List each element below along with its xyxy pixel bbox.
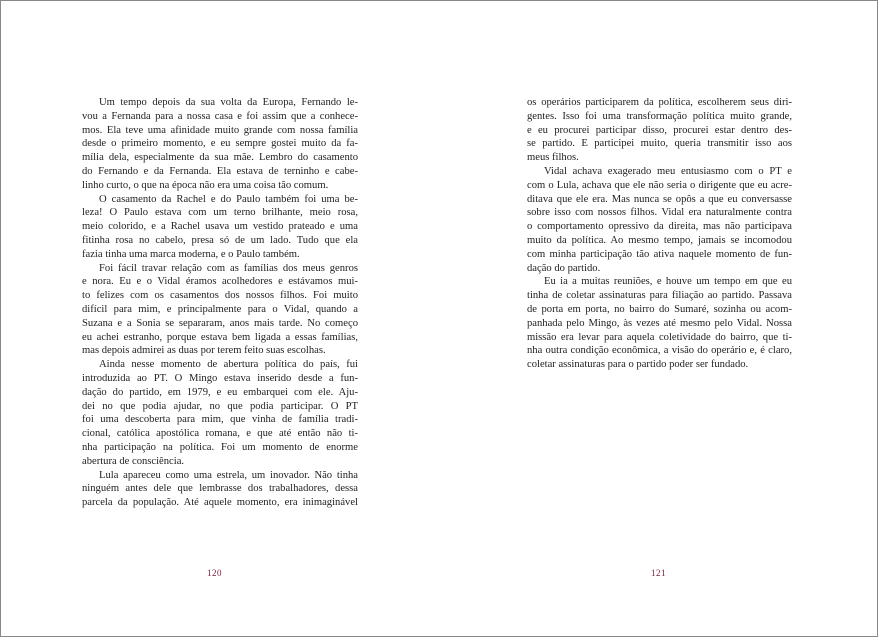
text-line: mas depois admirei as duas por terem feito suas escolhas. [82,345,326,357]
text-line: Um tempo depois da sua volta da Europa, Fernando le- [99,97,358,108]
text-line: introduzida ao PT. O Mingo estava inserido desde a fun- [82,372,358,384]
paragraph [527,96,792,165]
paragraph [527,165,792,275]
text-line: fitinha rosa no cabelo, presa só de um lado. Tudo que ela [82,234,358,246]
text-line: os operários participarem da política, escolherem seus diri- [527,97,792,108]
text-line: leza! O Paulo estava com um terno brilhante, meio rosa, [82,207,358,219]
text-line: ditava que ele era. Mas nunca se opôs a que eu conversasse [527,193,792,205]
text-line: cional, católica apostólica romana, e que até então não ti- [82,428,358,440]
text-line: mília dela, especialmente da sua mãe. Lembro do casamento [82,152,358,164]
text-line: to felizes com os casamentos dos nossos filhos. Foi muito [82,290,358,302]
text-line: dei no que podia ajudar, no que podia participar. O PT [82,400,358,412]
page-number-right: 121 [651,568,666,578]
text-line: Ainda nesse momento de abertura política do país, fui [99,359,358,371]
text-line: tinha de coletar assinaturas para filiação ao partido. Passava [527,290,792,302]
text-line: Suzana e a Sonia se separaram, anos mais tarde. No começo [82,317,358,329]
page-number-left: 120 [207,568,222,578]
text-line: sobre isso com nossos filhos. Vidal era naturalmente contra [527,207,792,219]
text-line: O casamento da Rachel e do Paulo também foi uma be- [99,193,358,205]
text-line: com minha participação tão ativa naquele momento de fun- [527,248,792,260]
paragraph [82,193,358,262]
paragraph [82,262,358,359]
text-line: dação do partido, em 1979, e eu embarquei com ele. Aju- [82,386,358,398]
text-line: Foi fácil travar relação com as famílias dos meus genros [99,262,358,274]
paragraph [82,469,358,510]
text-line: desde o primeiro momento, e eu sempre gostei muito da fa- [82,138,358,150]
text-line: eu achei estranho, porque estava bem ligada a essas famílias, [82,331,358,343]
paragraph [82,358,358,468]
text-line: coletar assinaturas para o partido poder ser fundado. [527,359,749,371]
paragraph [527,275,792,372]
text-line: difícil para mim, e principalmente para o Vidal, quando a [82,303,358,315]
text-line: meio colorido, e a Rachel usava um vestido prateado e uma [82,221,358,233]
text-line: e eu procurei participar disso, procurei estar dentro des- [527,124,792,136]
text-line: parcela da população. Até aquele momento, era inimaginável [82,497,358,509]
text-line: mos. Ela teve uma afinidade muito grande com nossa família [82,124,358,136]
text-line: meus filhos. [527,152,579,164]
text-line: Eu ia a muitas reuniões, e houve um tempo em que eu [544,276,792,288]
paragraph [82,96,358,193]
text-line: nha outra condição econômica, a visão do operário e, é claro, [527,345,792,357]
text-line: o comportamento opressivo da direita, mas não participava [527,221,792,233]
text-line: panhada pelo Mingo, às vezes até mesmo pelo Vidal. Nossa [527,317,792,329]
right-page-text [527,96,792,372]
text-line: vou a Fernanda para a nossa casa e foi assim que a conhece- [82,110,358,122]
text-line: ninguém antes dele que lembrasse dos trabalhadores, dessa [82,483,358,495]
text-line: Lula apareceu como uma estrela, um inovador. Não tinha [99,469,358,481]
text-line: muito da política. Ao mesmo tempo, jamais se incomodou [527,234,792,246]
text-line: de porta em porta, no bairro do Sumaré, sozinha ou acom- [527,303,792,315]
text-line: Vidal achava exagerado meu entusiasmo com o PT e [544,165,792,177]
text-line: nha participação na política. Foi um momento de enorme [82,441,358,453]
text-line: do Fernando e da Fernanda. Ela estava de terninho e cabe- [82,165,358,177]
text-line: foi uma descoberta para mim, que vinha de família tradi- [82,414,358,426]
text-line: com o Lula, achava que ele não seria o dirigente que eu acre- [527,179,792,191]
text-line: missão era levar para aquela coletividade do bairro, que ti- [527,331,792,343]
left-page-text [82,96,358,510]
text-line: fazia tinha uma marca moderna, e o Paulo também. [82,248,300,260]
text-line: e nora. Eu e o Vidal éramos acolhedores e estávamos mui- [82,276,358,288]
text-line: se partido. E participei muito, queria transmitir isso aos [527,138,792,150]
text-line: abertura de consciência. [82,455,185,467]
text-line: linho curto, o que na época não era uma coisa tão comum. [82,179,329,191]
text-line: dação do partido. [527,262,601,274]
text-line: gentes. Isso foi uma transformação política muito grande, [527,110,792,122]
